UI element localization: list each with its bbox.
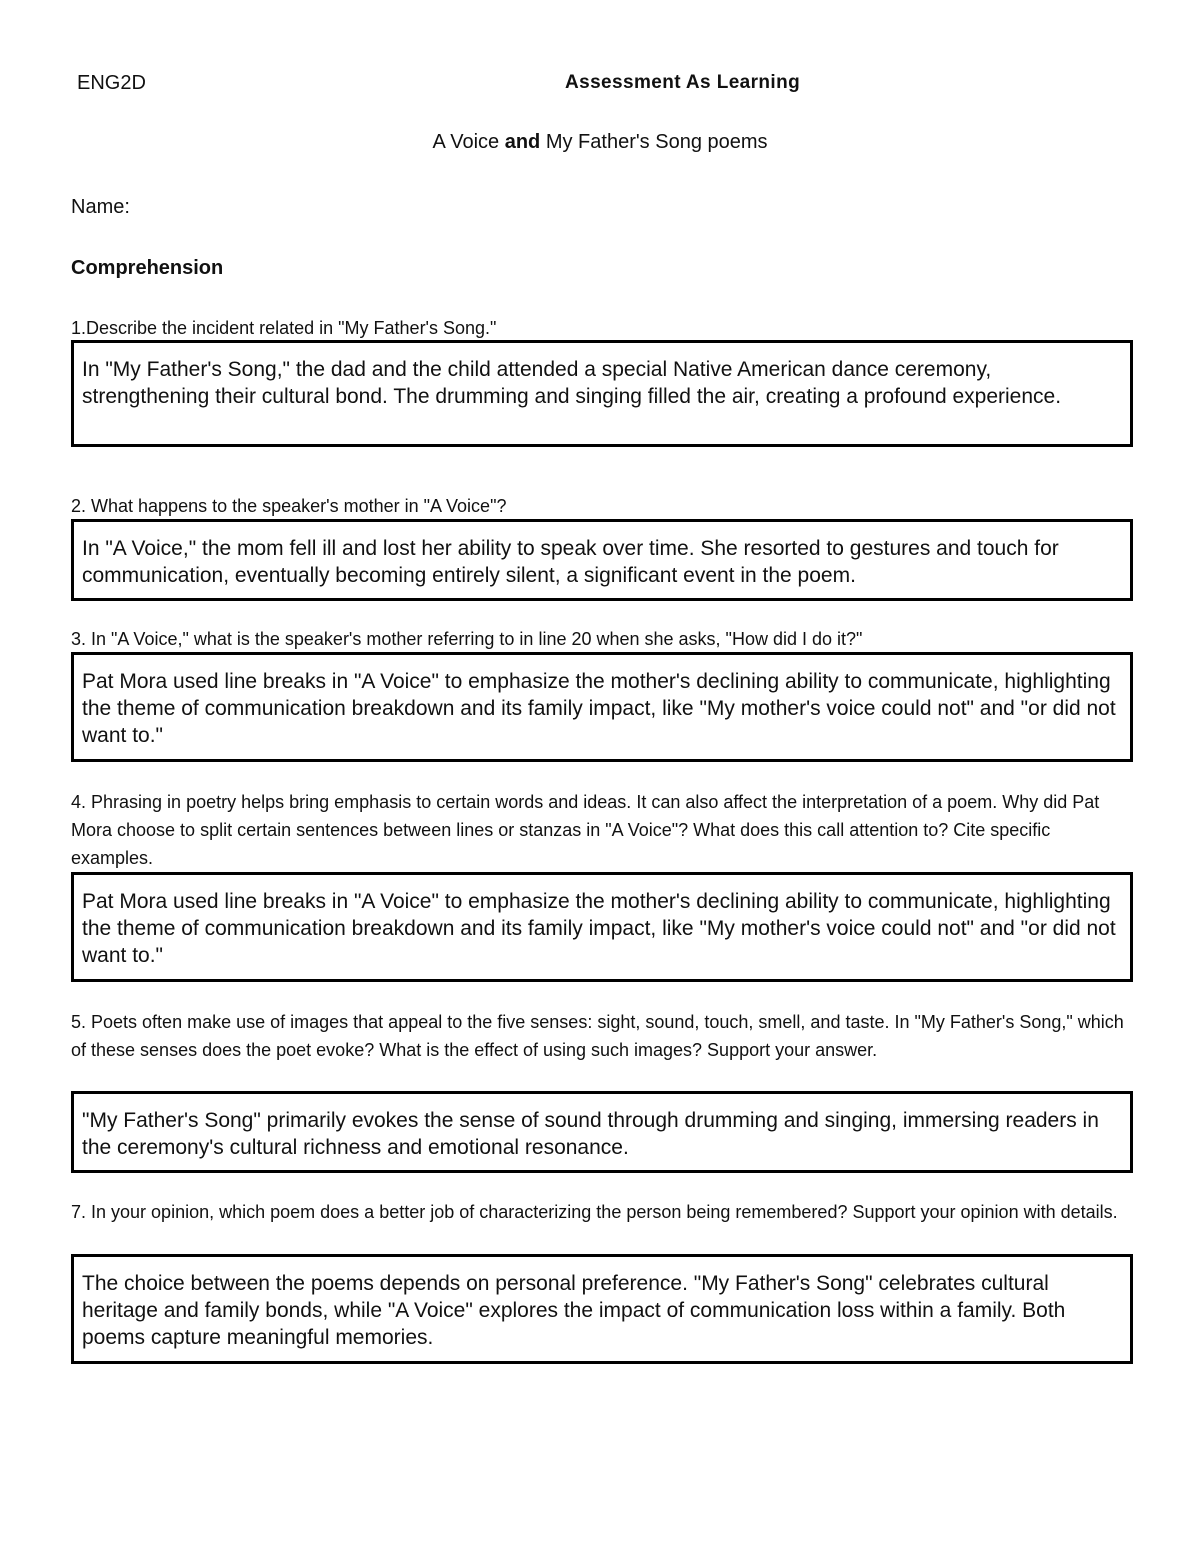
question-2-prompt: 2. What happens to the speaker's mother in "A Voice"? [71, 496, 507, 516]
question-1-prompt: 1.Describe the incident related in "My Father's Song." [71, 318, 497, 338]
question-4-answer[interactable]: Pat Mora used line breaks in "A Voice" to emphasize the mother's declining ability to communicate, highlighting the theme of communication breakdown and its family impact, like "My mother's voice could not" and "or did not want to." [71, 872, 1133, 982]
assessment-title: Assessment As Learning [565, 72, 801, 93]
title-part-2: My Father's Song poems [545, 131, 768, 153]
question-7-prompt: 7. In your opinion, which poem does a better job of characterizing the person being remembered? Support your opinion with details. [71, 1202, 1118, 1222]
worksheet-title [0, 131, 1200, 154]
section-title: Comprehension [71, 257, 224, 279]
question-1-answer[interactable]: In "My Father's Song," the dad and the child attended a special Native American dance ceremony, strengthening their cultural bond. The drumming and singing filled the air, creating a profound experience. [71, 340, 1133, 447]
question-3-answer[interactable]: Pat Mora used line breaks in "A Voice" to emphasize the mother's declining ability to communicate, highlighting the theme of communication breakdown and its family impact, like "My mother's voice could not" and "or did not want to." [71, 652, 1133, 762]
question-2-answer[interactable]: In "A Voice," the mom fell ill and lost her ability to speak over time. She resorted to gestures and touch for communication, eventually becoming entirely silent, a significant event in the poem. [71, 519, 1133, 601]
question-4-prompt: 4. Phrasing in poetry helps bring emphasis to certain words and ideas. It can also affect the interpretation of a poem. Why did Pat Mora choose to split certain sentences between lines or stanzas in "A Voice"? What does this call attention to? Cite specific examples. [71, 792, 1100, 868]
title-and: and [504, 131, 541, 153]
name-label: Name: [71, 196, 130, 218]
title-part-1: A Voice [432, 131, 500, 153]
question-3-prompt: 3. In "A Voice," what is the speaker's mother referring to in line 20 when she asks, "How did I do it?" [71, 629, 863, 649]
question-5-prompt: 5. Poets often make use of images that appeal to the five senses: sight, sound, touch, smell, and taste. In "My Father's Song," which of these senses does the poet evoke? What is the effect of using such images? Support your answer. [71, 1012, 1124, 1060]
question-5-answer[interactable]: "My Father's Song" primarily evokes the sense of sound through drumming and singing, immersing readers in the ceremony's cultural richness and emotional resonance. [71, 1091, 1133, 1173]
question-7-answer[interactable]: The choice between the poems depends on personal preference. "My Father's Song" celebrates cultural heritage and family bonds, while "A Voice" explores the impact of communication loss within a family. Both poems capture meaningful memories. [71, 1254, 1133, 1364]
course-code: ENG2D [77, 72, 146, 94]
